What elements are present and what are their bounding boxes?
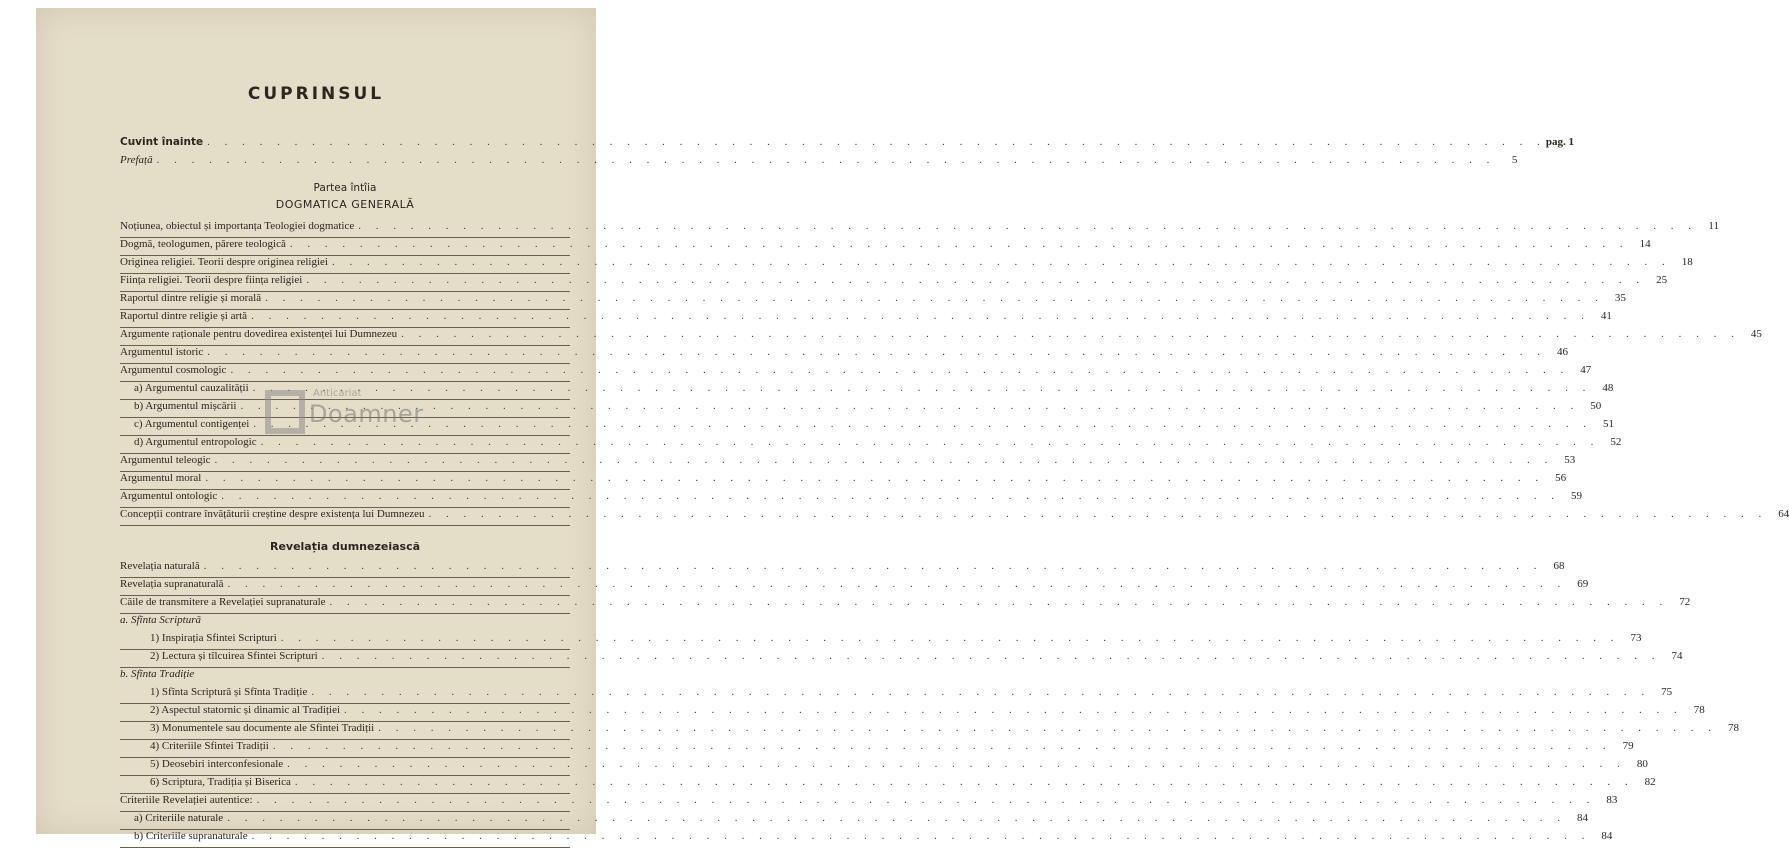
toc-page-number: 84 xyxy=(1576,812,1588,824)
leader-dots xyxy=(247,310,1590,322)
watermark-small-text: Anticariat xyxy=(313,388,362,399)
toc-entry-label: 3) Monumentele sau documente ale Sfintei Tradiții xyxy=(150,722,375,734)
toc-page-number: 59 xyxy=(1571,490,1583,502)
leader-dots xyxy=(340,704,1683,716)
toc-row xyxy=(120,274,1668,292)
toc-page-number: 78 xyxy=(1693,704,1705,716)
toc-entry-label: Ființa religiei. Teorii despre ființa religiei xyxy=(120,274,303,286)
toc-row xyxy=(120,686,1673,704)
toc-page-number: 83 xyxy=(1606,794,1618,806)
toc-entry-label: Revelația supranaturală xyxy=(120,578,224,590)
toc-entry-label: 1) Inspirația Sfintei Scripturi xyxy=(150,632,277,644)
toc-page-number: 52 xyxy=(1610,436,1622,448)
leader-dots xyxy=(307,686,1650,698)
toc-row-preface xyxy=(120,154,1518,172)
toc-page-number: 73 xyxy=(1630,632,1642,644)
toc-entry-label: Concepții contrare învățăturii creștine despre existența lui Dumnezeu xyxy=(120,508,425,520)
toc-page-number: 56 xyxy=(1555,472,1567,484)
leader-dots xyxy=(236,400,1579,412)
toc-entry-label: Argumentul istoric xyxy=(120,346,204,358)
toc-page-number: 75 xyxy=(1661,686,1673,698)
toc-page-number: 53 xyxy=(1564,454,1576,466)
leader-dots xyxy=(248,830,1591,842)
toc-row xyxy=(120,632,1642,650)
leader-dots xyxy=(291,776,1634,788)
toc-entry-label: Raportul dintre religie și artă xyxy=(120,310,248,322)
toc-entry-label: a. Sfînta Scriptură xyxy=(120,614,201,626)
toc-page-number: 64 xyxy=(1778,508,1789,520)
toc-entry-label: Argumentul cosmologic xyxy=(120,364,227,376)
leader-dots xyxy=(318,650,1661,662)
leader-dots xyxy=(249,382,1592,394)
toc-entry-label: 5) Deosebiri interconfesionale xyxy=(150,758,284,770)
toc-row xyxy=(120,490,1583,508)
toc-entry-label: 1) Sfînta Scriptură și Sfînta Tradiție xyxy=(150,686,308,698)
leader-dots xyxy=(203,136,1546,148)
toc-entry-label: Căile de transmitere a Revelației supranaturale xyxy=(120,596,326,608)
toc-row xyxy=(120,346,1568,364)
toc-entry-label: Argumentul ontologic xyxy=(120,490,218,502)
leader-dots xyxy=(200,560,1543,572)
toc-row xyxy=(120,722,1739,740)
toc-row xyxy=(120,508,1789,526)
toc-row xyxy=(120,436,1622,454)
toc-row xyxy=(120,596,1691,614)
toc-row xyxy=(120,400,1602,418)
toc-entry-label: b) Criteriile supranaturale xyxy=(134,830,248,842)
toc-entry-label: Argumente raționale pentru dovedirea existenței lui Dumnezeu xyxy=(120,328,398,340)
leader-dots xyxy=(374,722,1717,734)
leader-dots xyxy=(153,154,1496,166)
toc-page-number: 68 xyxy=(1553,560,1565,572)
toc-entry-label: Originea religiei. Teorii despre originea religiei xyxy=(120,256,328,268)
leader-dots xyxy=(328,256,1671,268)
leader-dots xyxy=(253,794,1596,806)
toc-page-number: 46 xyxy=(1556,346,1568,358)
leader-dots xyxy=(211,454,1554,466)
toc-entry-label: 2) Lectura și tîlcuirea Sfintei Scripturi xyxy=(150,650,318,662)
toc-entry-label: b) Argumentul mișcării xyxy=(134,400,237,412)
leader-dots xyxy=(201,472,1544,484)
toc-row xyxy=(120,472,1567,490)
toc-page-number: 45 xyxy=(1750,328,1762,340)
toc-page-number: 14 xyxy=(1639,238,1651,250)
toc-page-number: 79 xyxy=(1622,740,1634,752)
toc-row xyxy=(120,310,1612,328)
toc-entry-label: 4) Criteriile Sfintei Tradiții xyxy=(150,740,269,752)
toc-entry-label: Criteriile Revelației autentice: xyxy=(120,794,253,806)
leader-dots xyxy=(217,490,1560,502)
toc-page-number: 48 xyxy=(1602,382,1614,394)
toc-page-number: 84 xyxy=(1601,830,1613,842)
toc-page-number: 35 xyxy=(1614,292,1626,304)
toc-row xyxy=(120,794,1618,812)
leader-dots xyxy=(226,364,1569,376)
leader-dots xyxy=(223,812,1566,824)
toc-page-number: 47 xyxy=(1580,364,1592,376)
part-title: DOGMATICA GENERALĂ xyxy=(275,198,415,211)
toc-row xyxy=(120,560,1565,578)
leader-dots xyxy=(302,274,1645,286)
toc-entry-label: b. Sfînta Tradiție xyxy=(120,668,195,680)
toc-entry-label: a) Criteriile naturale xyxy=(134,812,224,824)
leader-dots xyxy=(224,578,1567,590)
leader-dots xyxy=(269,740,1612,752)
leader-dots xyxy=(261,292,1604,304)
watermark-brand-text: Doamner xyxy=(309,400,424,428)
toc-row xyxy=(120,650,1683,668)
toc-page-number: 11 xyxy=(1708,220,1719,232)
leader-dots xyxy=(249,418,1592,430)
toc-row xyxy=(120,454,1576,472)
toc-entry-label: a) Argumentul cauzalității xyxy=(134,382,249,394)
leader-dots xyxy=(326,596,1669,608)
toc-page-number: 69 xyxy=(1577,578,1589,590)
toc-row-subheading xyxy=(120,614,570,632)
toc-entry-label: Noțiunea, obiectul și importanța Teologiei dogmatice xyxy=(120,220,355,232)
toc-row xyxy=(120,740,1634,758)
toc-page-number: 74 xyxy=(1671,650,1683,662)
leader-dots xyxy=(283,758,1626,770)
toc-page-number: 82 xyxy=(1644,776,1656,788)
toc-row xyxy=(120,364,1592,382)
toc-row xyxy=(120,776,1656,794)
toc-row xyxy=(120,328,1762,346)
toc-row-subheading xyxy=(120,668,570,686)
toc-row xyxy=(120,292,1626,310)
toc-entry-label: d) Argumentul entropologic xyxy=(134,436,257,448)
leader-dots xyxy=(425,508,1768,520)
toc-page-number: 51 xyxy=(1603,418,1615,430)
toc-row xyxy=(120,758,1648,776)
toc-entry-label: 2) Aspectul statornic și dinamic al Tradiției xyxy=(150,704,341,716)
page-title: CUPRINSUL xyxy=(247,84,385,104)
leader-dots xyxy=(286,238,1629,250)
toc-entry-label: Raportul dintre religie și morală xyxy=(120,292,262,304)
table-of-contents xyxy=(120,136,1789,848)
toc-entry-label: Argumentul moral xyxy=(120,472,202,484)
toc-entry-label: Dogmă, teologumen, părere teologică xyxy=(120,238,286,250)
toc-row xyxy=(120,830,1613,848)
toc-page-number: 41 xyxy=(1600,310,1612,322)
book-page xyxy=(36,8,1789,842)
toc-row xyxy=(120,704,1705,722)
toc-row xyxy=(120,578,1589,596)
toc-page-number: 80 xyxy=(1636,758,1648,770)
leader-dots xyxy=(203,346,1546,358)
toc-row xyxy=(120,238,1651,256)
toc-entry-label: Cuvint înainte xyxy=(120,136,204,148)
toc-page-number: 50 xyxy=(1590,400,1602,412)
toc-page-number: 25 xyxy=(1656,274,1668,286)
toc-page-number: 5 xyxy=(1511,154,1518,166)
toc-page-number: 18 xyxy=(1681,256,1693,268)
leader-dots xyxy=(354,220,1697,232)
toc-row xyxy=(120,256,1693,274)
toc-page-number: 78 xyxy=(1728,722,1739,734)
toc-row xyxy=(120,220,1719,238)
leader-dots xyxy=(397,328,1740,340)
toc-entry-label: Argumentul teleogic xyxy=(120,454,211,466)
toc-entry-label: 6) Scriptura, Tradiția și Biserica xyxy=(150,776,291,788)
toc-page-number: pag. 1 xyxy=(1545,136,1575,148)
part-heading: Partea întîia xyxy=(313,182,377,194)
toc-row xyxy=(120,812,1588,830)
toc-entry-label: c) Argumentul contigenței xyxy=(134,418,250,430)
toc-row-foreword xyxy=(120,136,1575,154)
leader-dots xyxy=(257,436,1600,448)
toc-row xyxy=(120,418,1615,436)
section-title: Revelația dumnezeiască xyxy=(269,540,421,553)
toc-row xyxy=(120,382,1614,400)
toc-entry-label: Revelația naturală xyxy=(120,560,200,572)
leader-dots xyxy=(277,632,1620,644)
bleed-through-text xyxy=(246,28,566,88)
toc-entry-label: Prefață xyxy=(120,154,153,166)
toc-page-number: 72 xyxy=(1679,596,1691,608)
